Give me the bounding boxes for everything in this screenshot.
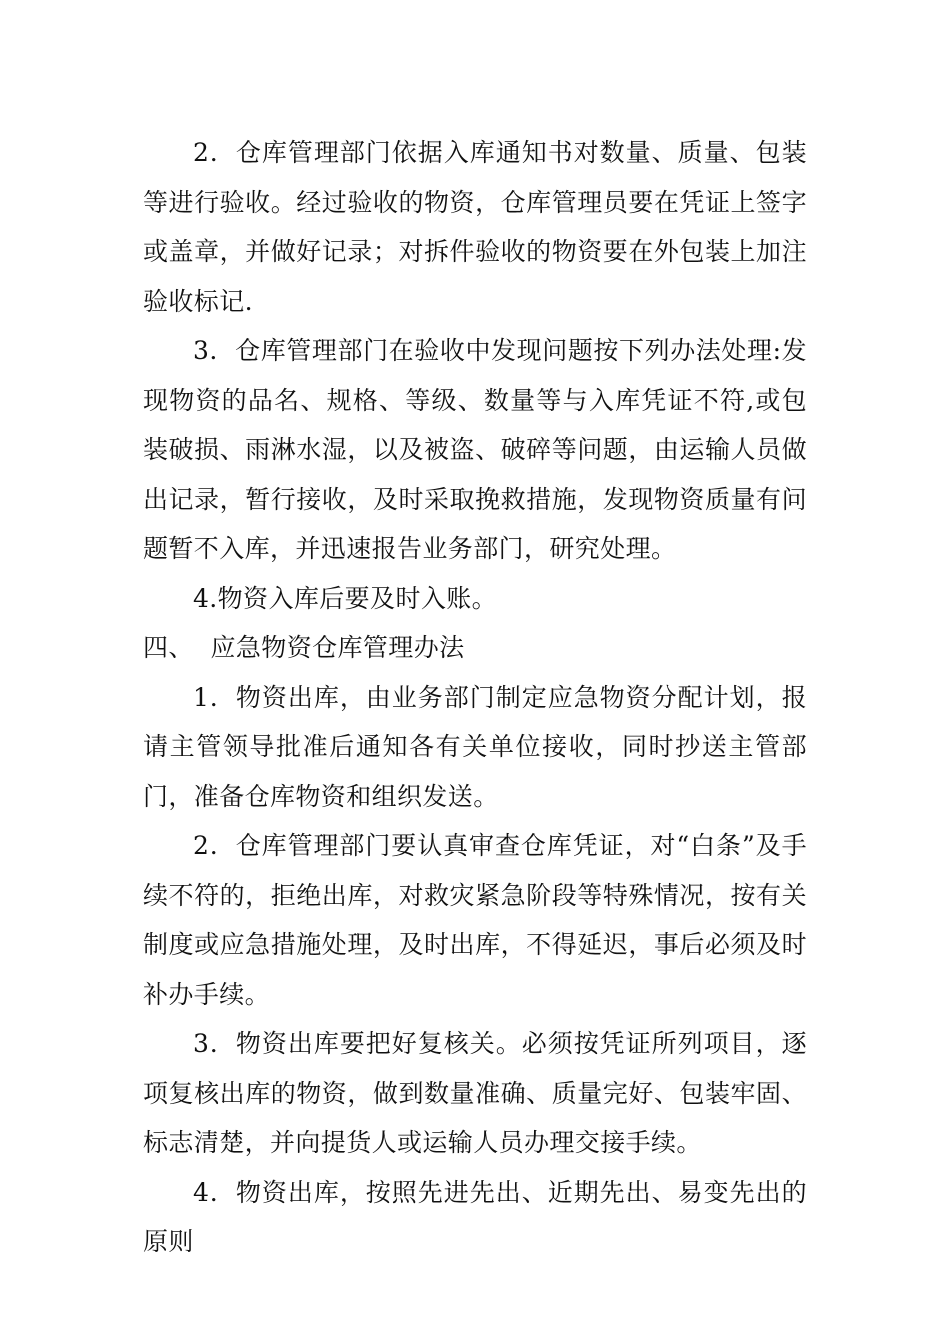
paragraph-outbound-recheck: 3．物资出库要把好复核关。必须按凭证所列项目，逐项复核出库的物资，做到数量准确、质量完好、包装牢固、标志清楚，并向提货人或运输人员办理交接手续。	[143, 1029, 807, 1157]
document-body	[143, 128, 807, 1267]
paragraph-acceptance-inspection: 2．仓库管理部门依据入库通知书对数量、质量、包装等进行验收。经过验收的物资，仓库管理员要在凭证上签字或盖章，并做好记录；对拆件验收的物资要在外包装上加注验收标记.	[143, 138, 807, 316]
paragraph-voucher-review: 2．仓库管理部门要认真审查仓库凭证，对“白条”及手续不符的，拒绝出库，对救灾紧急阶段等特殊情况，按有关制度或应急措施处理，及时出库，不得延迟，事后必须及时补办手续。	[143, 831, 807, 1009]
paragraph-outbound-principle: 4．物资出库，按照先进先出、近期先出、易变先出的原则	[143, 1177, 807, 1256]
paragraph-problem-handling: 3．仓库管理部门在验收中发现问题按下列办法处理:发现物资的品名、规格、等级、数量等与入库凭证不符,或包装破损、雨淋水湿，以及被盗、破碎等问题，由运输人员做出记录，暂行接收，及时采取挽救措施，发现物资质量有问题暂不入库，并迅速报告业务部门，研究处理。	[143, 336, 807, 563]
paragraph-outbound-plan: 1．物资出库，由业务部门制定应急物资分配计划，报请主管领导批准后通知各有关单位接收，同时抄送主管部门，准备仓库物资和组织发送。	[143, 682, 807, 811]
paragraph-record-entry: 4.物资入库后要及时入账。	[193, 583, 498, 613]
section-heading-emergency-warehouse: 四、 应急物资仓库管理办法	[143, 633, 465, 662]
